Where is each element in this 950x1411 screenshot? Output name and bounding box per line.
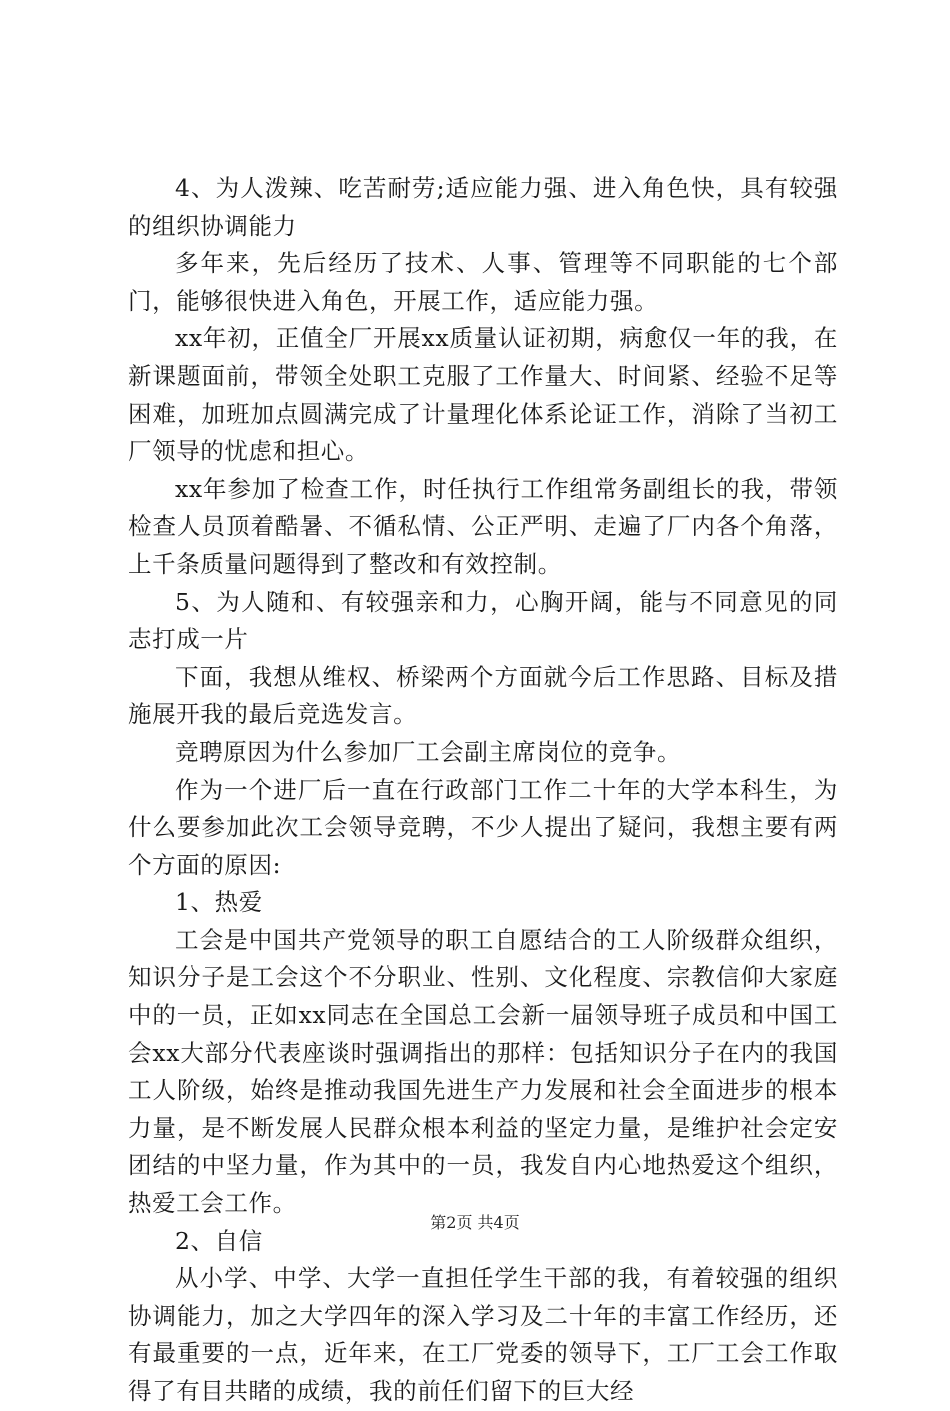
paragraph: 竞聘原因为什么参加厂工会副主席岗位的竞争。 [175,737,682,766]
paragraph: 4、为人泼辣、吃苦耐劳;适应能力强、进入角色快，具有较强的组织协调能力 [128,174,838,240]
paragraph: xx年参加了检查工作，时任执行工作组常务副组长的我，带领检查人员顶着酷暑、不循私情、公正严明、走遍了厂内各个角落，上千条质量问题得到了整改和有效控制。 [128,474,838,578]
section-heading: 2、自信 [175,1226,263,1255]
paragraph: 多年来，先后经历了技术、人事、管理等不同职能的七个部门，能够很快进入角色，开展工作，适应能力强。 [128,249,838,315]
paragraph: 工会是中国共产党领导的职工自愿结合的工人阶级群众组织，知识分子是工会这个不分职业、性别、文化程度、宗教信仰大家庭中的一员，正如xx同志在全国总工会新一届领导班子成员和中国工会xx大部分代表座谈时强调指出的那样：包括知识分子在内的我国工人阶级，始终是推动我国先进生产力发展和社会全面进步的根本力量，是不断发展人民群众根本利益的坚定力量，是维护社会定安团结的中坚力量，作为其中的一员，我发自内心地热爱这个组织，热爱工会工作。 [128,925,838,1218]
section-heading: 1、热爱 [175,888,263,917]
paragraph: xx年初，正值全厂开展xx质量认证初期，病愈仅一年的我，在新课题面前，带领全处职工克服了工作量大、时间紧、经验不足等困难，加班加点圆满完成了计量理化体系论证工作，消除了当初工厂领导的忧虑和担心。 [128,324,838,466]
paragraph: 下面，我想从维权、桥梁两个方面就今后工作思路、目标及措施展开我的最后竞选发言。 [128,662,838,729]
paragraph: 5、为人随和、有较强亲和力，心胸开阔，能与不同意见的同志打成一片 [128,587,838,654]
paragraph: 从小学、中学、大学一直担任学生干部的我，有着较强的组织协调能力，加之大学四年的深入学习及二十年的丰富工作经历，还有最重要的一点，近年来，在工厂党委的领导下，工厂工会工作取得了有目共睹的成绩，我的前任们留下的巨大经 [128,1264,838,1405]
paragraph: 作为一个进厂后一直在行政部门工作二十年的大学本科生，为什么要参加此次工会领导竞聘，不少人提出了疑问，我想主要有两个方面的原因: [128,775,838,879]
page-number-footer: 第2页 共4页 [430,1213,520,1232]
